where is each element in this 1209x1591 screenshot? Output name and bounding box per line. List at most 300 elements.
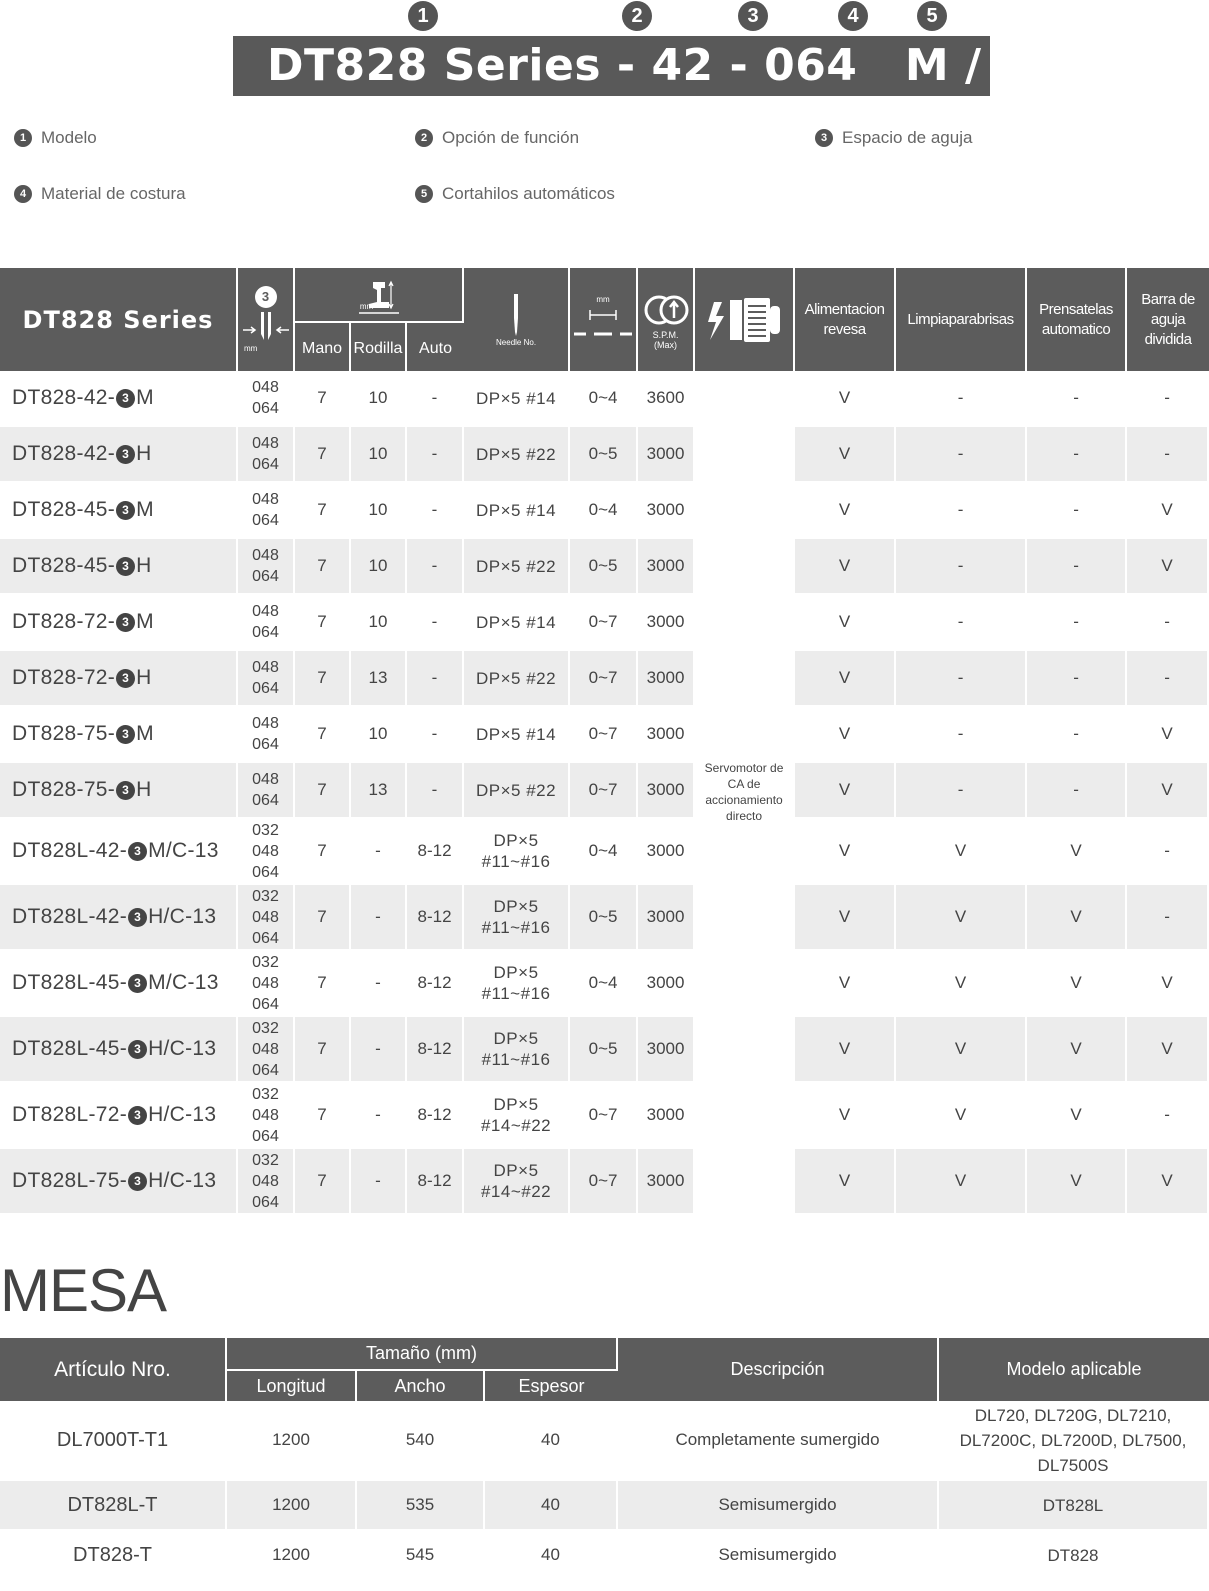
spec-row <box>0 427 1209 483</box>
stitch-length: 0~7 <box>570 707 638 763</box>
spm-max: (Max) <box>654 339 678 350</box>
legend-item <box>14 128 97 148</box>
needle-gap-marker: 3 <box>116 613 135 632</box>
lift-knee: 10 <box>351 371 407 427</box>
table-length: 1200 <box>227 1531 357 1581</box>
legend-label: Espacio de aguja <box>842 128 973 147</box>
model-suffix: M/C-13 <box>148 971 219 994</box>
header-lift-knee: Rodilla <box>351 321 407 371</box>
legend-number: 2 <box>415 129 433 147</box>
lift-knee: 10 <box>351 427 407 483</box>
stitch-length: 0~5 <box>570 539 638 595</box>
article-number: DL7000T-T1 <box>0 1401 227 1481</box>
mesa-table <box>0 1338 1209 1581</box>
lift-hand: 7 <box>295 819 351 885</box>
header-needle-gap <box>238 268 295 371</box>
model-prefix: DT828-42- <box>12 442 116 465</box>
model-prefix: DT828-45- <box>12 554 116 577</box>
needle-gap: 048 064 <box>238 707 295 763</box>
needle-gap: 048 064 <box>238 595 295 651</box>
needle-gap: 048 064 <box>238 651 295 707</box>
header-split-needle-bar: Barra de aguja dividida <box>1127 268 1209 371</box>
needle-number: DP×5 #11~#16 <box>464 819 570 885</box>
wiper: V <box>896 1149 1027 1215</box>
wiper: V <box>896 1083 1027 1149</box>
legend-item <box>14 184 186 204</box>
spec-row <box>0 707 1209 763</box>
lift-knee: - <box>351 1149 407 1215</box>
lift-auto: 8-12 <box>407 1149 464 1215</box>
mesa-header-description: Descripción <box>618 1338 939 1401</box>
spec-row <box>0 1083 1209 1149</box>
lift-hand: 7 <box>295 539 351 595</box>
reverse-feed: V <box>795 1149 896 1215</box>
wiper: - <box>896 763 1027 819</box>
lift-knee: 10 <box>351 483 407 539</box>
needle-gap-marker: 3 <box>128 1040 147 1059</box>
mesa-header-article: Artículo Nro. <box>0 1338 227 1401</box>
wiper: V <box>896 1017 1027 1083</box>
header-wiper: Limpiaparabrisas <box>896 268 1027 371</box>
presser-foot-icon <box>349 278 409 318</box>
auto-presser: - <box>1027 371 1127 427</box>
model-suffix: H/C-13 <box>148 905 217 928</box>
wiper: V <box>896 885 1027 951</box>
legend-number: 5 <box>415 185 433 203</box>
legend-label: Material de costura <box>41 184 186 203</box>
lift-knee: 13 <box>351 651 407 707</box>
needle-number: DP×5 #11~#16 <box>464 1017 570 1083</box>
applicable-models: DT828L <box>939 1481 1209 1531</box>
lift-hand: 7 <box>295 371 351 427</box>
needle-gap: 032 048 064 <box>238 951 295 1017</box>
max-spm: 3600 <box>638 371 695 427</box>
lift-auto: - <box>407 763 464 819</box>
lift-knee: - <box>351 819 407 885</box>
needle-number: DP×5 #11~#16 <box>464 885 570 951</box>
stitch-length: 0~4 <box>570 483 638 539</box>
split-needle-bar: V <box>1127 539 1209 595</box>
model-name <box>0 819 238 885</box>
lift-auto: - <box>407 427 464 483</box>
applicable-models: DL720, DL720G, DL7210, DL7200C, DL7200D, DL7500, DL7500S <box>939 1401 1209 1481</box>
needle-number: DP×5 #22 <box>464 539 570 595</box>
needle-number: DP×5 #14 <box>464 595 570 651</box>
auto-presser: - <box>1027 539 1127 595</box>
reverse-feed: V <box>795 763 896 819</box>
model-prefix: DT828L-42- <box>12 839 128 862</box>
lift-knee: 10 <box>351 707 407 763</box>
needle-gap-marker: 3 <box>116 669 135 688</box>
reverse-feed: V <box>795 539 896 595</box>
legend-label: Modelo <box>41 128 97 147</box>
presser-lift-unit: mm <box>359 302 374 311</box>
split-needle-bar: V <box>1127 951 1209 1017</box>
motor-type: Servomotor de CA de accionamiento directo <box>695 371 795 1215</box>
needle-gap-marker: 3 <box>116 725 135 744</box>
needle-number: DP×5 #22 <box>464 763 570 819</box>
spec-row <box>0 951 1209 1017</box>
split-needle-bar: V <box>1127 763 1209 819</box>
split-needle-bar: - <box>1127 885 1209 951</box>
header-lift-hand: Mano <box>295 321 351 371</box>
reverse-feed: V <box>795 483 896 539</box>
max-spm: 3000 <box>638 1083 695 1149</box>
model-suffix: M/C-13 <box>148 839 219 862</box>
legend-number: 3 <box>815 129 833 147</box>
model-prefix: DT828L-72- <box>12 1103 128 1126</box>
model-suffix: M <box>136 498 154 521</box>
lift-auto: - <box>407 371 464 427</box>
table-description: Completamente sumergido <box>618 1401 939 1481</box>
auto-presser: V <box>1027 1083 1127 1149</box>
article-number: DT828-T <box>0 1531 227 1581</box>
lift-hand: 7 <box>295 763 351 819</box>
needle-gap: 048 064 <box>238 763 295 819</box>
model-prefix: DT828-42- <box>12 386 116 409</box>
reverse-feed: V <box>795 819 896 885</box>
wiper: - <box>896 707 1027 763</box>
mesa-row <box>0 1481 1209 1531</box>
applicable-models: DT828 <box>939 1531 1209 1581</box>
spec-row <box>0 371 1209 427</box>
auto-presser: V <box>1027 1017 1127 1083</box>
needle-number: DP×5 #14 <box>464 483 570 539</box>
mesa-header-length: Longitud <box>227 1369 357 1401</box>
lift-auto: 8-12 <box>407 819 464 885</box>
model-name <box>0 951 238 1017</box>
model-code-banner: DT828 Series - 42 - 064 M / C <box>233 36 990 96</box>
needle-gap-icon <box>241 310 291 344</box>
needle-gap-marker: 3 <box>116 557 135 576</box>
reverse-feed: V <box>795 595 896 651</box>
stitch-length: 0~4 <box>570 819 638 885</box>
spec-row <box>0 651 1209 707</box>
wiper: - <box>896 483 1027 539</box>
stitch-length: 0~7 <box>570 1083 638 1149</box>
table-thickness: 40 <box>485 1401 618 1481</box>
spec-row <box>0 595 1209 651</box>
model-name <box>0 427 238 483</box>
model-name <box>0 1149 238 1215</box>
reverse-feed: V <box>795 651 896 707</box>
stitch-length: 0~4 <box>570 951 638 1017</box>
max-spm: 3000 <box>638 1149 695 1215</box>
stitch-length: 0~5 <box>570 427 638 483</box>
marker-1: 1 <box>408 1 438 31</box>
table-description: Semisumergido <box>618 1481 939 1531</box>
spec-row <box>0 1017 1209 1083</box>
split-needle-bar: - <box>1127 1083 1209 1149</box>
lift-hand: 7 <box>295 1083 351 1149</box>
table-length: 1200 <box>227 1481 357 1531</box>
lift-hand: 7 <box>295 483 351 539</box>
reverse-feed: V <box>795 427 896 483</box>
stitch-length: 0~7 <box>570 763 638 819</box>
spec-row <box>0 819 1209 885</box>
model-prefix: DT828L-75- <box>12 1169 128 1192</box>
needle-number: DP×5 #11~#16 <box>464 951 570 1017</box>
lift-knee: - <box>351 1083 407 1149</box>
max-spm: 3000 <box>638 483 695 539</box>
auto-presser: V <box>1027 951 1127 1017</box>
spm-caption: S.P.M. <box>652 329 679 340</box>
stitch-length: 0~5 <box>570 1017 638 1083</box>
header-auto-presser: Prensatelas automatico <box>1027 268 1127 371</box>
reverse-feed: V <box>795 1083 896 1149</box>
model-name <box>0 885 238 951</box>
stitch-length: 0~7 <box>570 651 638 707</box>
model-name <box>0 483 238 539</box>
mesa-title: MESA <box>0 1257 167 1324</box>
model-prefix: DT828-45- <box>12 498 116 521</box>
needle-gap: 032 048 064 <box>238 819 295 885</box>
header-motor <box>695 268 795 371</box>
max-spm: 3000 <box>638 951 695 1017</box>
table-thickness: 40 <box>485 1531 618 1581</box>
legend-number: 1 <box>14 129 32 147</box>
model-prefix: DT828-75- <box>12 722 116 745</box>
reverse-feed: V <box>795 951 896 1017</box>
spec-row <box>0 1149 1209 1215</box>
needle-gap: 032 048 064 <box>238 1083 295 1149</box>
stitch-length: 0~4 <box>570 371 638 427</box>
needle-gap-marker: 3 <box>128 1106 147 1125</box>
header-reverse-feed: Alimentacion revesa <box>795 268 896 371</box>
servo-motor-icon <box>704 292 784 348</box>
model-prefix: DT828L-45- <box>12 1037 128 1060</box>
split-needle-bar: V <box>1127 1017 1209 1083</box>
marker-3: 3 <box>738 1 768 31</box>
wiper: - <box>896 539 1027 595</box>
needle-number: DP×5 #22 <box>464 427 570 483</box>
lift-knee: - <box>351 951 407 1017</box>
auto-presser: - <box>1027 595 1127 651</box>
stitch-length-icon <box>570 304 636 344</box>
needle-gap-marker: 3 <box>128 908 147 927</box>
needle-gap-unit: mm <box>244 344 258 353</box>
reverse-feed: V <box>795 1017 896 1083</box>
lift-hand: 7 <box>295 1149 351 1215</box>
model-suffix: H/C-13 <box>148 1169 217 1192</box>
reverse-feed: V <box>795 707 896 763</box>
lift-hand: 7 <box>295 427 351 483</box>
lift-auto: - <box>407 651 464 707</box>
model-name <box>0 651 238 707</box>
needle-gap-marker: 3 <box>116 781 135 800</box>
table-width: 535 <box>357 1481 485 1531</box>
table-thickness: 40 <box>485 1481 618 1531</box>
header-lift-auto: Auto <box>407 321 464 371</box>
model-prefix: DT828-75- <box>12 778 116 801</box>
model-suffix: H <box>136 442 152 465</box>
lift-hand: 7 <box>295 951 351 1017</box>
stitch-length: 0~5 <box>570 885 638 951</box>
marker-2: 2 <box>622 1 652 31</box>
needle-gap: 032 048 064 <box>238 1149 295 1215</box>
table-length: 1200 <box>227 1401 357 1481</box>
lift-auto: - <box>407 483 464 539</box>
spec-row <box>0 483 1209 539</box>
legend-item <box>815 128 972 148</box>
model-suffix: H <box>136 554 152 577</box>
auto-presser: - <box>1027 707 1127 763</box>
lift-auto: 8-12 <box>407 1083 464 1149</box>
spec-row <box>0 539 1209 595</box>
lift-auto: 8-12 <box>407 885 464 951</box>
max-spm: 3000 <box>638 427 695 483</box>
table-width: 545 <box>357 1531 485 1581</box>
max-spm: 3000 <box>638 595 695 651</box>
header-stitch-length <box>570 268 638 371</box>
model-suffix: M <box>136 386 154 409</box>
lift-hand: 7 <box>295 885 351 951</box>
header-series: DT828 Series <box>0 268 238 371</box>
spec-row <box>0 885 1209 951</box>
auto-presser: - <box>1027 651 1127 707</box>
lift-knee: 13 <box>351 763 407 819</box>
wiper: - <box>896 427 1027 483</box>
needle-gap-marker: 3 <box>116 501 135 520</box>
model-suffix: H <box>136 666 152 689</box>
model-suffix: H/C-13 <box>148 1103 217 1126</box>
header-needle-number <box>464 268 570 371</box>
needle-gap: 048 064 <box>238 427 295 483</box>
wiper: - <box>896 595 1027 651</box>
lift-knee: 10 <box>351 595 407 651</box>
mesa-header-thickness: Espesor <box>485 1369 618 1401</box>
model-suffix: M <box>136 722 154 745</box>
legend-label: Cortahilos automáticos <box>442 184 615 203</box>
wiper: V <box>896 951 1027 1017</box>
mesa-row <box>0 1531 1209 1581</box>
auto-presser: - <box>1027 483 1127 539</box>
needle-caption: Needle No. <box>496 338 537 347</box>
lift-hand: 7 <box>295 707 351 763</box>
split-needle-bar: - <box>1127 427 1209 483</box>
model-suffix: M <box>136 610 154 633</box>
lift-auto: 8-12 <box>407 1017 464 1083</box>
marker-4: 4 <box>838 1 868 31</box>
max-spm: 3000 <box>638 819 695 885</box>
needle-gap-marker: 3 <box>116 389 135 408</box>
code-markers <box>0 0 1209 32</box>
model-name <box>0 539 238 595</box>
needle-number: DP×5 #14~#22 <box>464 1083 570 1149</box>
model-name <box>0 1083 238 1149</box>
model-name <box>0 1017 238 1083</box>
model-prefix: DT828-72- <box>12 666 116 689</box>
model-name <box>0 707 238 763</box>
model-name <box>0 371 238 427</box>
split-needle-bar: - <box>1127 595 1209 651</box>
needle-number: DP×5 #14~#22 <box>464 1149 570 1215</box>
needle-number: DP×5 #14 <box>464 371 570 427</box>
header-presser-lift <box>295 268 464 321</box>
auto-presser: V <box>1027 1149 1127 1215</box>
mesa-header-width: Ancho <box>357 1369 485 1401</box>
split-needle-bar: - <box>1127 651 1209 707</box>
lift-hand: 7 <box>295 1017 351 1083</box>
needle-gap: 032 048 064 <box>238 885 295 951</box>
needle-gap: 048 064 <box>238 371 295 427</box>
model-name <box>0 763 238 819</box>
spec-row <box>0 763 1209 819</box>
max-spm: 3000 <box>638 651 695 707</box>
split-needle-bar: V <box>1127 707 1209 763</box>
wiper: V <box>896 819 1027 885</box>
auto-presser: V <box>1027 819 1127 885</box>
stitch-length: 0~7 <box>570 595 638 651</box>
max-spm: 3000 <box>638 1017 695 1083</box>
table-width: 540 <box>357 1401 485 1481</box>
auto-presser: V <box>1027 885 1127 951</box>
split-needle-bar: - <box>1127 819 1209 885</box>
model-suffix: H <box>136 778 152 801</box>
mesa-header-size: Tamaño (mm) <box>227 1338 618 1369</box>
split-needle-bar: V <box>1127 1149 1209 1215</box>
lift-auto: 8-12 <box>407 951 464 1017</box>
needle-gap-marker: 3 <box>128 1172 147 1191</box>
model-prefix: DT828L-42- <box>12 905 128 928</box>
article-number: DT828L-T <box>0 1481 227 1531</box>
mesa-row <box>0 1401 1209 1481</box>
header-spm <box>638 268 695 371</box>
max-spm: 3000 <box>638 707 695 763</box>
legend-number: 4 <box>14 185 32 203</box>
table-description: Semisumergido <box>618 1531 939 1581</box>
spec-table <box>0 268 1209 1215</box>
lift-knee: 10 <box>351 539 407 595</box>
needle-gap-marker: 3 <box>255 286 277 308</box>
lift-hand: 7 <box>295 595 351 651</box>
needle-gap-marker: 3 <box>116 445 135 464</box>
stitch-length: 0~7 <box>570 1149 638 1215</box>
model-prefix: DT828-72- <box>12 610 116 633</box>
legend-item <box>415 128 579 148</box>
reverse-feed: V <box>795 885 896 951</box>
max-spm: 3000 <box>638 539 695 595</box>
needle-gap: 048 064 <box>238 483 295 539</box>
legend-label: Opción de función <box>442 128 580 147</box>
needle-icon <box>501 292 531 338</box>
needle-number: DP×5 #14 <box>464 707 570 763</box>
mesa-header-models: Modelo aplicable <box>939 1338 1209 1401</box>
wiper: - <box>896 371 1027 427</box>
reverse-feed: V <box>795 371 896 427</box>
needle-gap-marker: 3 <box>128 974 147 993</box>
lift-knee: - <box>351 1017 407 1083</box>
auto-presser: - <box>1027 763 1127 819</box>
max-spm: 3000 <box>638 885 695 951</box>
lift-auto: - <box>407 539 464 595</box>
speed-dial-icon <box>643 290 689 330</box>
lift-auto: - <box>407 595 464 651</box>
needle-number: DP×5 #22 <box>464 651 570 707</box>
wiper: - <box>896 651 1027 707</box>
stitch-unit: mm <box>596 295 610 304</box>
auto-presser: - <box>1027 427 1127 483</box>
needle-gap-marker: 3 <box>128 842 147 861</box>
needle-gap: 032 048 064 <box>238 1017 295 1083</box>
split-needle-bar: - <box>1127 371 1209 427</box>
model-suffix: H/C-13 <box>148 1037 217 1060</box>
model-name <box>0 595 238 651</box>
lift-auto: - <box>407 707 464 763</box>
needle-gap: 048 064 <box>238 539 295 595</box>
marker-5: 5 <box>917 1 947 31</box>
lift-hand: 7 <box>295 651 351 707</box>
